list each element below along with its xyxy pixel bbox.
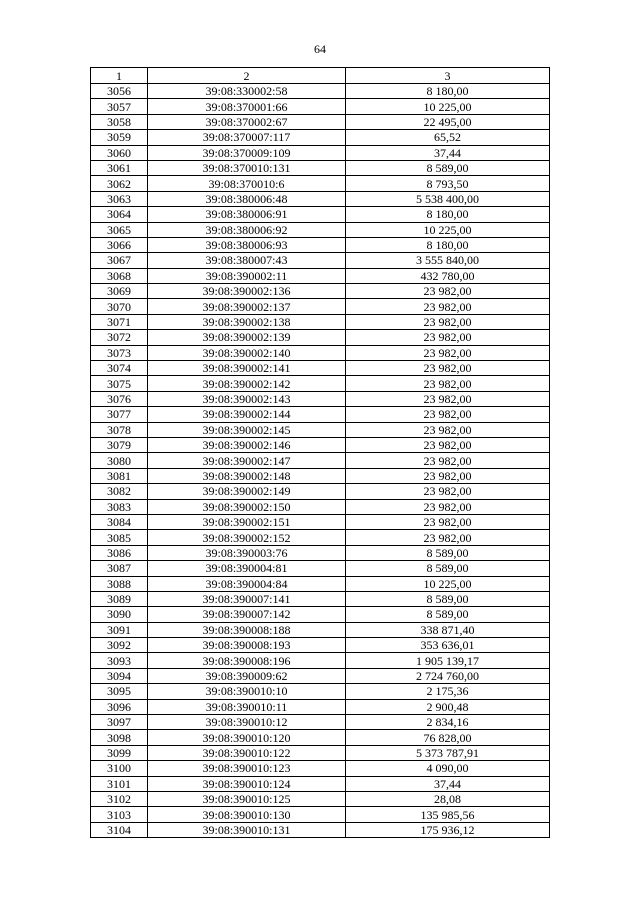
- table-row: [91, 715, 550, 730]
- value-cell: 8 180,00: [346, 207, 550, 222]
- cadastral-number-cell: 39:08:390002:140: [148, 345, 346, 360]
- row-number-cell: 3084: [91, 514, 148, 529]
- value-cell: 23 982,00: [346, 499, 550, 514]
- cadastral-number-cell: 39:08:390010:12: [148, 715, 346, 730]
- value-cell: 10 225,00: [346, 222, 550, 237]
- row-number-cell: 3082: [91, 484, 148, 499]
- cadastral-value-table: [90, 67, 550, 838]
- table-row: [91, 468, 550, 483]
- value-cell: 37,44: [346, 145, 550, 160]
- cadastral-number-cell: 39:08:390003:76: [148, 545, 346, 560]
- row-number-cell: 3092: [91, 638, 148, 653]
- value-cell: 23 982,00: [346, 376, 550, 391]
- value-cell: 23 982,00: [346, 284, 550, 299]
- cadastral-number-cell: 39:08:390010:124: [148, 776, 346, 791]
- value-cell: 135 985,56: [346, 807, 550, 822]
- row-number-cell: 3066: [91, 237, 148, 252]
- cadastral-number-cell: 39:08:390004:81: [148, 561, 346, 576]
- value-cell: 5 538 400,00: [346, 191, 550, 206]
- value-cell: 37,44: [346, 776, 550, 791]
- cadastral-number-cell: 39:08:380007:43: [148, 253, 346, 268]
- row-number-cell: 3060: [91, 145, 148, 160]
- column-header-3: 3: [346, 68, 550, 84]
- table-row: [91, 207, 550, 222]
- value-cell: 2 834,16: [346, 715, 550, 730]
- cadastral-number-cell: 39:08:390008:188: [148, 622, 346, 637]
- table-row: [91, 776, 550, 791]
- table-row: [91, 437, 550, 452]
- value-cell: 23 982,00: [346, 453, 550, 468]
- table-row: [91, 638, 550, 653]
- value-cell: 22 495,00: [346, 114, 550, 129]
- value-cell: 8 589,00: [346, 545, 550, 560]
- cadastral-number-cell: 39:08:380006:91: [148, 207, 346, 222]
- row-number-cell: 3097: [91, 715, 148, 730]
- table-row: [91, 730, 550, 745]
- cadastral-number-cell: 39:08:370001:66: [148, 99, 346, 114]
- value-cell: 23 982,00: [346, 391, 550, 406]
- cadastral-number-cell: 39:08:390002:152: [148, 530, 346, 545]
- value-cell: 23 982,00: [346, 330, 550, 345]
- cadastral-number-cell: 39:08:390002:146: [148, 437, 346, 452]
- table-row: [91, 391, 550, 406]
- row-number-cell: 3062: [91, 176, 148, 191]
- row-number-cell: 3104: [91, 822, 148, 837]
- table-row: [91, 545, 550, 560]
- table-row: [91, 576, 550, 591]
- cadastral-number-cell: 39:08:390010:120: [148, 730, 346, 745]
- cadastral-number-cell: 39:08:390002:147: [148, 453, 346, 468]
- row-number-cell: 3090: [91, 607, 148, 622]
- cadastral-number-cell: 39:08:390008:196: [148, 653, 346, 668]
- cadastral-number-cell: 39:08:330002:58: [148, 84, 346, 99]
- table-row: [91, 361, 550, 376]
- table-row: [91, 591, 550, 606]
- table-row: [91, 284, 550, 299]
- row-number-cell: 3078: [91, 422, 148, 437]
- row-number-cell: 3087: [91, 561, 148, 576]
- cadastral-number-cell: 39:08:390002:143: [148, 391, 346, 406]
- page-number: 64: [314, 42, 326, 56]
- table-row: [91, 745, 550, 760]
- value-cell: 2 724 760,00: [346, 668, 550, 683]
- row-number-cell: 3069: [91, 284, 148, 299]
- row-number-cell: 3091: [91, 622, 148, 637]
- value-cell: 65,52: [346, 130, 550, 145]
- row-number-cell: 3095: [91, 684, 148, 699]
- table-row: [91, 822, 550, 837]
- table-header-row: [91, 68, 550, 84]
- column-header-1: 1: [91, 68, 148, 84]
- cadastral-number-cell: 39:08:380006:93: [148, 237, 346, 252]
- cadastral-number-cell: 39:08:390002:142: [148, 376, 346, 391]
- row-number-cell: 3079: [91, 437, 148, 452]
- cadastral-number-cell: 39:08:390002:150: [148, 499, 346, 514]
- row-number-cell: 3075: [91, 376, 148, 391]
- value-cell: 8 180,00: [346, 84, 550, 99]
- table-row: [91, 607, 550, 622]
- cadastral-number-cell: 39:08:370010:131: [148, 160, 346, 175]
- cadastral-number-cell: 39:08:390010:122: [148, 745, 346, 760]
- value-cell: 2 175,36: [346, 684, 550, 699]
- value-cell: 76 828,00: [346, 730, 550, 745]
- table-row: [91, 653, 550, 668]
- row-number-cell: 3071: [91, 314, 148, 329]
- cadastral-number-cell: 39:08:370007:117: [148, 130, 346, 145]
- table-row: [91, 807, 550, 822]
- value-cell: 8 180,00: [346, 237, 550, 252]
- value-cell: 23 982,00: [346, 345, 550, 360]
- table-row: [91, 314, 550, 329]
- row-number-cell: 3056: [91, 84, 148, 99]
- table-row: [91, 514, 550, 529]
- row-number-cell: 3072: [91, 330, 148, 345]
- cadastral-number-cell: 39:08:390007:141: [148, 591, 346, 606]
- table-row: [91, 176, 550, 191]
- row-number-cell: 3086: [91, 545, 148, 560]
- table-row: [91, 99, 550, 114]
- table-row: [91, 299, 550, 314]
- row-number-cell: 3093: [91, 653, 148, 668]
- cadastral-number-cell: 39:08:390010:10: [148, 684, 346, 699]
- cadastral-number-cell: 39:08:370010:6: [148, 176, 346, 191]
- table-row: [91, 684, 550, 699]
- table-row: [91, 499, 550, 514]
- cadastral-number-cell: 39:08:390002:136: [148, 284, 346, 299]
- table-row: [91, 561, 550, 576]
- value-cell: 23 982,00: [346, 484, 550, 499]
- column-header-2: 2: [148, 68, 346, 84]
- table-row: [91, 407, 550, 422]
- table-row: [91, 699, 550, 714]
- value-cell: 338 871,40: [346, 622, 550, 637]
- row-number-cell: 3059: [91, 130, 148, 145]
- row-number-cell: 3101: [91, 776, 148, 791]
- cadastral-number-cell: 39:08:390002:144: [148, 407, 346, 422]
- table-body: [91, 84, 550, 838]
- row-number-cell: 3099: [91, 745, 148, 760]
- cadastral-number-cell: 39:08:390002:139: [148, 330, 346, 345]
- table-row: [91, 191, 550, 206]
- cadastral-number-cell: 39:08:390004:84: [148, 576, 346, 591]
- cadastral-number-cell: 39:08:390002:138: [148, 314, 346, 329]
- row-number-cell: 3085: [91, 530, 148, 545]
- cadastral-number-cell: 39:08:380006:48: [148, 191, 346, 206]
- row-number-cell: 3065: [91, 222, 148, 237]
- cadastral-number-cell: 39:08:390002:11: [148, 268, 346, 283]
- value-cell: 10 225,00: [346, 99, 550, 114]
- cadastral-number-cell: 39:08:390010:11: [148, 699, 346, 714]
- row-number-cell: 3068: [91, 268, 148, 283]
- cadastral-number-cell: 39:08:390010:123: [148, 761, 346, 776]
- value-cell: 8 589,00: [346, 160, 550, 175]
- cadastral-number-cell: 39:08:390008:193: [148, 638, 346, 653]
- cadastral-number-cell: 39:08:390002:149: [148, 484, 346, 499]
- row-number-cell: 3081: [91, 468, 148, 483]
- value-cell: 3 555 840,00: [346, 253, 550, 268]
- value-cell: 23 982,00: [346, 422, 550, 437]
- value-cell: 8 589,00: [346, 591, 550, 606]
- table-row: [91, 791, 550, 806]
- row-number-cell: 3067: [91, 253, 148, 268]
- table-row: [91, 761, 550, 776]
- row-number-cell: 3088: [91, 576, 148, 591]
- value-cell: 28,08: [346, 791, 550, 806]
- value-cell: 23 982,00: [346, 530, 550, 545]
- row-number-cell: 3080: [91, 453, 148, 468]
- table-row: [91, 268, 550, 283]
- row-number-cell: 3102: [91, 791, 148, 806]
- table-row: [91, 530, 550, 545]
- cadastral-number-cell: 39:08:390010:130: [148, 807, 346, 822]
- cadastral-number-cell: 39:08:390002:148: [148, 468, 346, 483]
- value-cell: 5 373 787,91: [346, 745, 550, 760]
- table-row: [91, 484, 550, 499]
- value-cell: 4 090,00: [346, 761, 550, 776]
- row-number-cell: 3076: [91, 391, 148, 406]
- table-row: [91, 160, 550, 175]
- row-number-cell: 3100: [91, 761, 148, 776]
- table-row: [91, 422, 550, 437]
- table-row: [91, 222, 550, 237]
- value-cell: 432 780,00: [346, 268, 550, 283]
- row-number-cell: 3063: [91, 191, 148, 206]
- row-number-cell: 3064: [91, 207, 148, 222]
- cadastral-number-cell: 39:08:380006:92: [148, 222, 346, 237]
- cadastral-number-cell: 39:08:390002:137: [148, 299, 346, 314]
- row-number-cell: 3061: [91, 160, 148, 175]
- table-row: [91, 237, 550, 252]
- table-row: [91, 114, 550, 129]
- row-number-cell: 3089: [91, 591, 148, 606]
- value-cell: 353 636,01: [346, 638, 550, 653]
- cadastral-number-cell: 39:08:390009:62: [148, 668, 346, 683]
- table-row: [91, 376, 550, 391]
- table-row: [91, 84, 550, 99]
- value-cell: 10 225,00: [346, 576, 550, 591]
- row-number-cell: 3077: [91, 407, 148, 422]
- row-number-cell: 3083: [91, 499, 148, 514]
- value-cell: 23 982,00: [346, 468, 550, 483]
- value-cell: 2 900,48: [346, 699, 550, 714]
- cadastral-number-cell: 39:08:390002:141: [148, 361, 346, 376]
- value-cell: 23 982,00: [346, 437, 550, 452]
- table-row: [91, 453, 550, 468]
- value-cell: 23 982,00: [346, 299, 550, 314]
- row-number-cell: 3094: [91, 668, 148, 683]
- value-cell: 175 936,12: [346, 822, 550, 837]
- row-number-cell: 3058: [91, 114, 148, 129]
- row-number-cell: 3098: [91, 730, 148, 745]
- table-row: [91, 345, 550, 360]
- value-cell: 1 905 139,17: [346, 653, 550, 668]
- table-row: [91, 253, 550, 268]
- value-cell: 23 982,00: [346, 361, 550, 376]
- table-row: [91, 145, 550, 160]
- row-number-cell: 3096: [91, 699, 148, 714]
- value-cell: 8 793,50: [346, 176, 550, 191]
- row-number-cell: 3103: [91, 807, 148, 822]
- cadastral-number-cell: 39:08:390002:151: [148, 514, 346, 529]
- row-number-cell: 3057: [91, 99, 148, 114]
- row-number-cell: 3073: [91, 345, 148, 360]
- table-row: [91, 330, 550, 345]
- value-cell: 23 982,00: [346, 314, 550, 329]
- cadastral-number-cell: 39:08:390010:131: [148, 822, 346, 837]
- cadastral-number-cell: 39:08:370002:67: [148, 114, 346, 129]
- row-number-cell: 3074: [91, 361, 148, 376]
- table-row: [91, 130, 550, 145]
- row-number-cell: 3070: [91, 299, 148, 314]
- cadastral-number-cell: 39:08:390010:125: [148, 791, 346, 806]
- value-cell: 8 589,00: [346, 561, 550, 576]
- value-cell: 23 982,00: [346, 407, 550, 422]
- cadastral-number-cell: 39:08:390002:145: [148, 422, 346, 437]
- value-cell: 8 589,00: [346, 607, 550, 622]
- table-row: [91, 622, 550, 637]
- cadastral-number-cell: 39:08:390007:142: [148, 607, 346, 622]
- value-cell: 23 982,00: [346, 514, 550, 529]
- cadastral-number-cell: 39:08:370009:109: [148, 145, 346, 160]
- table-row: [91, 668, 550, 683]
